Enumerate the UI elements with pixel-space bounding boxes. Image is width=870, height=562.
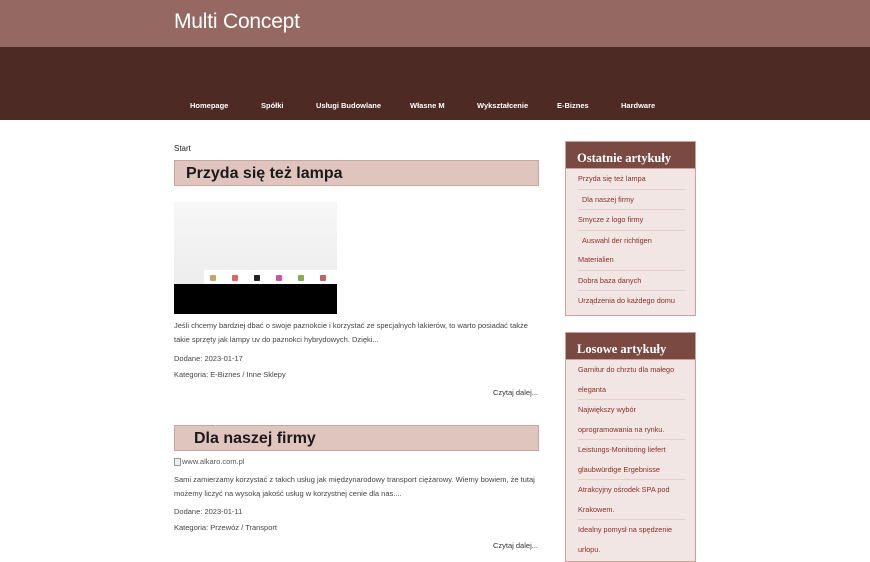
random-article-link[interactable]: Garnitur do chrztu dla małego <box>578 365 675 374</box>
recent-articles-widget <box>565 141 696 316</box>
post-thumbnail[interactable] <box>174 190 337 314</box>
post-title-bar <box>174 160 539 186</box>
recent-article-link[interactable]: Dla naszej firmy <box>578 190 685 211</box>
nav-item-spolki[interactable]: Spółki <box>261 101 284 110</box>
nav-item-serwis[interactable]: Serwis <box>394 126 419 135</box>
product-icon <box>320 275 326 281</box>
nav-item-wyksztalcenie[interactable]: Wykształcenie <box>477 101 529 110</box>
nav-item-public-relations[interactable]: Public Relations <box>252 126 311 135</box>
random-article-link-cont[interactable]: urlopu. <box>578 544 601 554</box>
post-date: Dodane: 2023-01-11 <box>174 507 243 516</box>
post-title-bar <box>174 425 539 451</box>
thumbnail-products-row <box>204 270 337 284</box>
recent-article-link[interactable]: Smycze z logo firmy <box>578 210 685 231</box>
read-more-link[interactable]: Czytaj dalej... <box>492 541 538 550</box>
nav-item-uslugi-budowlane[interactable]: Usługi Budowlane <box>316 101 382 110</box>
random-article-link-cont[interactable]: glaubwürdige Ergebnisse <box>578 460 685 481</box>
widget-title: Ostatnie artykuły <box>566 142 695 169</box>
read-more-link[interactable]: Czytaj dalej... <box>492 388 538 397</box>
recent-article-link[interactable]: Auswahl der richtigen <box>582 235 652 245</box>
thumbnail-footer <box>174 284 337 314</box>
site-title[interactable]: Multi Concept <box>174 10 300 33</box>
product-icon <box>210 275 216 281</box>
nav-item-kontakt[interactable]: Kontakt <box>190 150 218 159</box>
random-article-link[interactable]: Największy wybór <box>578 405 636 414</box>
product-icon <box>254 275 260 281</box>
nav-item-zabiegi[interactable]: Zabiegi <box>517 126 544 135</box>
post-date: Dodane: 2023-01-17 <box>174 354 243 363</box>
nav-item-wycieczki[interactable]: Wycieczki <box>450 126 486 135</box>
nav-item-homepage[interactable]: Homepage <box>190 101 229 110</box>
site-header <box>0 0 870 47</box>
nav-item-wlasne-m[interactable]: Własne M <box>410 101 445 110</box>
post-category[interactable]: Kategoria: Przewóz / Transport <box>174 523 277 532</box>
thumbnail-header-strip <box>174 190 337 202</box>
random-articles-widget <box>565 332 696 562</box>
post-category[interactable]: Kategoria: E-Biznes / Inne Sklepy <box>174 370 286 379</box>
random-article-link[interactable]: Idealny pomysł na spędzenie <box>578 525 673 534</box>
nav-item-przewoz[interactable]: Przewóz <box>190 126 221 135</box>
random-article-link-cont[interactable]: oprogramowania na rynku. <box>578 420 685 441</box>
recent-article-link[interactable]: Urządzenia do każdego domu <box>578 296 675 305</box>
random-article-link[interactable]: Atrakcyjny ośrodek SPA pod <box>578 485 670 494</box>
nav-item-hardware[interactable]: Hardware <box>621 101 656 110</box>
post-excerpt: Jeśli chcemy bardziej dbać o swoje paznokcie i korzystać ze specjalnych lakierów, to warto posiadać także takie sprzęty jak lampy uv do paznokci hybrydowych. Dzięki... <box>174 321 528 344</box>
recent-article-link[interactable]: Dobra baza danych <box>578 271 685 292</box>
nav-item-oprogramowanie[interactable]: Oprogramowanie <box>575 126 637 135</box>
random-article-link-cont[interactable]: Krakowem. <box>578 500 685 521</box>
post-title[interactable]: Dla naszej firmy <box>194 430 316 447</box>
product-icon <box>298 275 304 281</box>
post-image-broken[interactable] <box>174 457 245 466</box>
random-article-link[interactable]: Leistungs-Monitoring liefert <box>578 445 666 454</box>
product-icon <box>232 275 238 281</box>
widget-title: Losowe artykuły <box>566 333 695 360</box>
image-alt-text: www.alkaro.com.pl <box>182 457 245 466</box>
nav-item-wigor[interactable]: Wigor <box>340 126 362 135</box>
breadcrumb[interactable]: Start <box>174 144 191 153</box>
post-excerpt: Sami zamierzamy korzystać z takich usług jak międzynarodowy transport ciężarowy. Wiemy bowiem, że tutaj możemy liczyć na wysoką jakość usług w korzystnej cenie dla nas.... <box>174 475 535 498</box>
recent-article-link[interactable]: Przyda się też lampa <box>578 169 685 190</box>
post-title[interactable]: Przyda się też lampa <box>186 165 343 182</box>
random-article-link-cont[interactable]: eleganta <box>578 380 685 401</box>
broken-image-icon <box>174 458 181 466</box>
product-icon <box>276 275 282 281</box>
recent-article-link-cont[interactable]: Materialien <box>578 250 685 271</box>
nav-item-e-biznes[interactable]: E-Biznes <box>557 101 589 110</box>
